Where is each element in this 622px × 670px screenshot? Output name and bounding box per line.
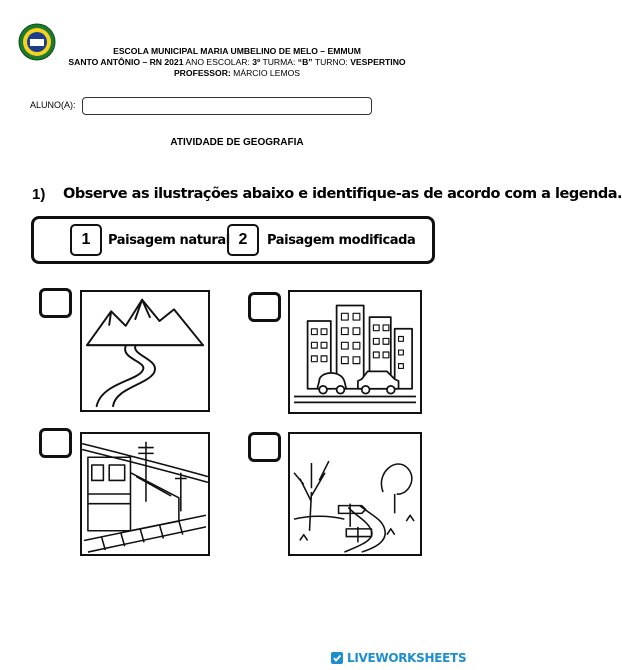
teacher-line: PROFESSOR: MÁRCIO LEMOS xyxy=(173,68,301,78)
school-info-line: SANTO ANTÔNIO – RN 2021 ANO ESCOLAR: 3º TURMA: “B” TURNO: VESPERTINO xyxy=(68,57,406,67)
train-power-lines-icon xyxy=(80,432,210,556)
legend-label-2: Paisagem modificada xyxy=(267,233,416,248)
school-name: ESCOLA MUNICIPAL MARIA UMBELINO DE MELO – EMMUM xyxy=(113,46,361,56)
student-name-field[interactable] xyxy=(82,97,372,115)
student-label: ALUNO(A): xyxy=(30,100,76,110)
answer-box-3[interactable] xyxy=(39,428,72,458)
watermark-text: LIVEWORKSHEETS xyxy=(347,651,467,665)
legend-number-2: 2 xyxy=(227,224,259,256)
legend-number-1: 1 xyxy=(70,224,102,256)
answer-box-2[interactable] xyxy=(248,292,281,322)
liveworksheets-logo-icon xyxy=(330,651,344,665)
liveworksheets-watermark[interactable] xyxy=(330,650,466,666)
question-number: 1) xyxy=(32,186,46,203)
tree-road-signs-icon xyxy=(288,432,422,556)
answer-box-1[interactable] xyxy=(39,288,72,318)
activity-title: ATIVIDADE DE GEOGRAFIA xyxy=(170,137,304,148)
legend-label-1: Paisagem natural xyxy=(108,233,230,248)
city-buildings-cars-icon xyxy=(288,290,422,414)
mountain-river-landscape-icon xyxy=(80,290,210,412)
question-text: Observe as ilustrações abaixo e identifique-as de acordo com a legenda. xyxy=(63,186,622,202)
legend-box xyxy=(31,216,435,264)
answer-box-4[interactable] xyxy=(248,432,281,462)
